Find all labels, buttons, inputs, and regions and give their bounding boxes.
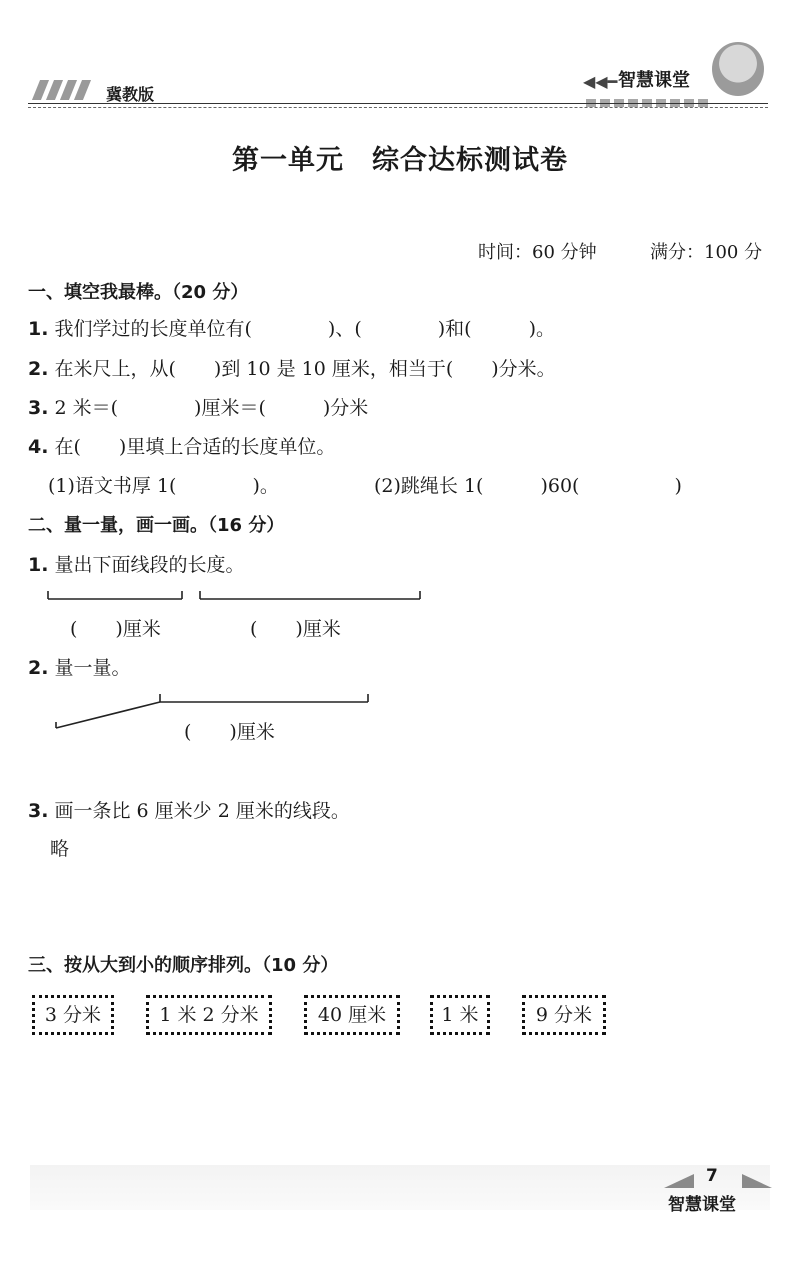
section-heading: 一、填空我最棒。（20 分）	[28, 282, 249, 303]
answer-text: 略	[50, 838, 70, 860]
line-segment-short	[48, 591, 182, 599]
question-text: 在米尺上，从( )到 10 是 10 厘米，相当于( )分米。	[54, 358, 556, 380]
footer-page-tab	[664, 1168, 774, 1192]
question-text: 量出下面线段的长度。	[54, 554, 245, 576]
header-dots	[586, 92, 712, 111]
full-score: 满分：100 分	[650, 242, 763, 263]
header-rule	[28, 103, 768, 104]
time-limit: 时间：60 分钟	[478, 242, 597, 263]
answer-blank: ( )厘米	[70, 618, 161, 640]
sub-question: (1)语文书厚 1( )。	[48, 475, 279, 497]
arrow-icon: ◀◀━	[583, 72, 618, 91]
question-1-1	[28, 314, 555, 341]
question-1-2	[28, 354, 556, 381]
question-number: 3.	[28, 800, 49, 822]
length-card: 1 米 2 分米	[146, 995, 272, 1035]
section-heading: 三、按从大到小的顺序排列。（10 分）	[28, 955, 339, 976]
header-rule-dashed	[28, 107, 768, 108]
question-2-1	[28, 550, 245, 577]
question-number: 3.	[28, 397, 49, 419]
length-card: 9 分米	[522, 995, 606, 1035]
footer-brand: 智慧课堂	[668, 1195, 736, 1215]
question-number: 1.	[28, 554, 49, 576]
section-heading: 二、量一量，画一画。（16 分）	[28, 515, 285, 536]
line-segment-long	[200, 591, 420, 599]
question-number: 2.	[28, 657, 49, 679]
footer-band	[30, 1165, 770, 1210]
page-number: 7	[706, 1166, 718, 1186]
header-stripe	[74, 80, 91, 100]
length-card: 3 分米	[32, 995, 114, 1035]
mascot-icon	[712, 42, 764, 96]
question-text: 2 米＝( )厘米＝( )分米	[54, 397, 369, 419]
broken-line	[0, 688, 800, 738]
question-number: 4.	[28, 436, 49, 458]
question-1-4	[28, 432, 335, 459]
question-text: 量一量。	[54, 657, 131, 679]
question-2-2	[28, 653, 131, 680]
question-1-3	[28, 393, 368, 420]
question-text: 画一条比 6 厘米少 2 厘米的线段。	[54, 800, 350, 822]
question-text: 我们学过的长度单位有( )、( )和( )。	[54, 318, 555, 340]
question-2-3	[28, 796, 350, 823]
answer-blank: ( )厘米	[184, 721, 275, 743]
edition-label: 冀教版	[106, 85, 155, 104]
sub-question: (2)跳绳长 1( )60( )	[374, 475, 682, 497]
question-number: 1.	[28, 318, 49, 340]
question-text: 在( )里填上合适的长度单位。	[54, 436, 336, 458]
length-card: 40 厘米	[304, 995, 400, 1035]
answer-blank: ( )厘米	[250, 618, 341, 640]
brand-label: 智慧课堂	[618, 70, 690, 91]
page-title: 第一单元 综合达标测试卷	[232, 145, 568, 176]
question-number: 2.	[28, 358, 49, 380]
measure-segments	[0, 580, 800, 610]
length-card: 1 米	[430, 995, 490, 1035]
